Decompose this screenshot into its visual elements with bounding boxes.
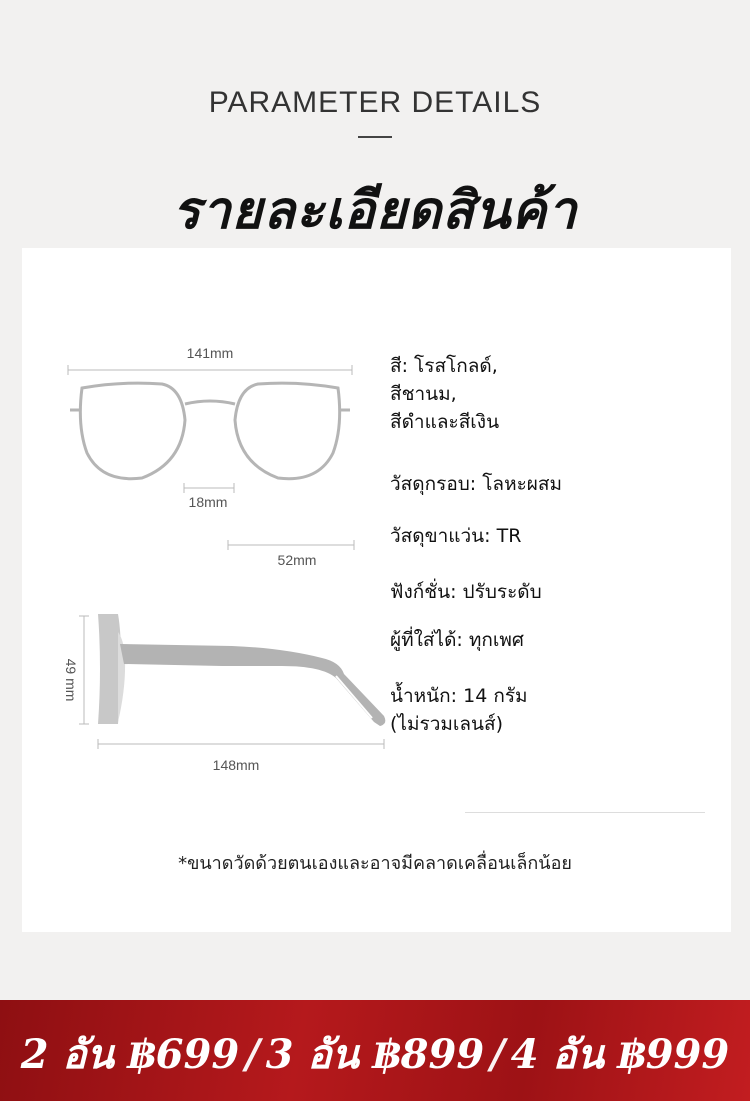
promo-offer-2: 2 อัน ฿699	[20, 1031, 240, 1078]
note-divider	[465, 812, 705, 813]
lens-width-label: 52mm	[277, 552, 317, 568]
lens-width-dimension	[228, 540, 354, 550]
promo-offer-4: 4 อัน ฿999	[510, 1031, 730, 1078]
glasses-diagram	[22, 248, 731, 808]
english-title: PARAMETER DETAILS	[208, 86, 542, 119]
frame-width-dimension	[68, 365, 352, 375]
lens-height-label: 49 mm	[63, 658, 79, 702]
promo-separator: /	[245, 1031, 260, 1078]
glasses-front-view	[70, 383, 350, 479]
glasses-side-view	[98, 614, 385, 726]
spec-function: ฟังก์ชั่น: ปรับระดับ	[390, 581, 542, 603]
bridge-label: 18mm	[188, 494, 228, 510]
frame-width-label: 141mm	[186, 345, 234, 361]
page-header	[0, 0, 750, 248]
spec-weight-line1: น้ำหนัก: 14 กรัม	[390, 685, 528, 707]
thai-title: รายละเอียดสินค้า	[172, 181, 578, 241]
title-divider	[358, 136, 392, 138]
spec-color-line1: สี: โรสโกลด์,	[390, 355, 498, 377]
promo-offer-3: 3 อัน ฿899	[265, 1031, 485, 1078]
measurement-note: *ขนาดวัดด้วยตนเองและอาจมีคลาดเคลื่อนเล็กน้อย	[178, 853, 572, 874]
promo-banner	[0, 1000, 750, 1101]
temple-length-dimension	[98, 739, 384, 749]
product-details-card	[22, 248, 731, 932]
spec-wearer: ผู้ที่ใส่ได้: ทุกเพศ	[390, 629, 524, 651]
promo-separator: /	[490, 1031, 505, 1078]
spec-color-line2: สีชานม,	[390, 383, 457, 405]
promo-offers	[0, 1022, 750, 1086]
spec-weight-line2: (ไม่รวมเลนส์)	[390, 713, 504, 735]
temple-length-label: 148mm	[212, 757, 260, 773]
bridge-dimension	[184, 483, 234, 493]
spec-color-line3: สีดำและสีเงิน	[390, 411, 500, 433]
lens-height-dimension	[79, 616, 89, 724]
spec-frame-material: วัสดุกรอบ: โลหะผสม	[390, 473, 563, 495]
spec-temple-material: วัสดุขาแว่น: TR	[390, 525, 522, 547]
